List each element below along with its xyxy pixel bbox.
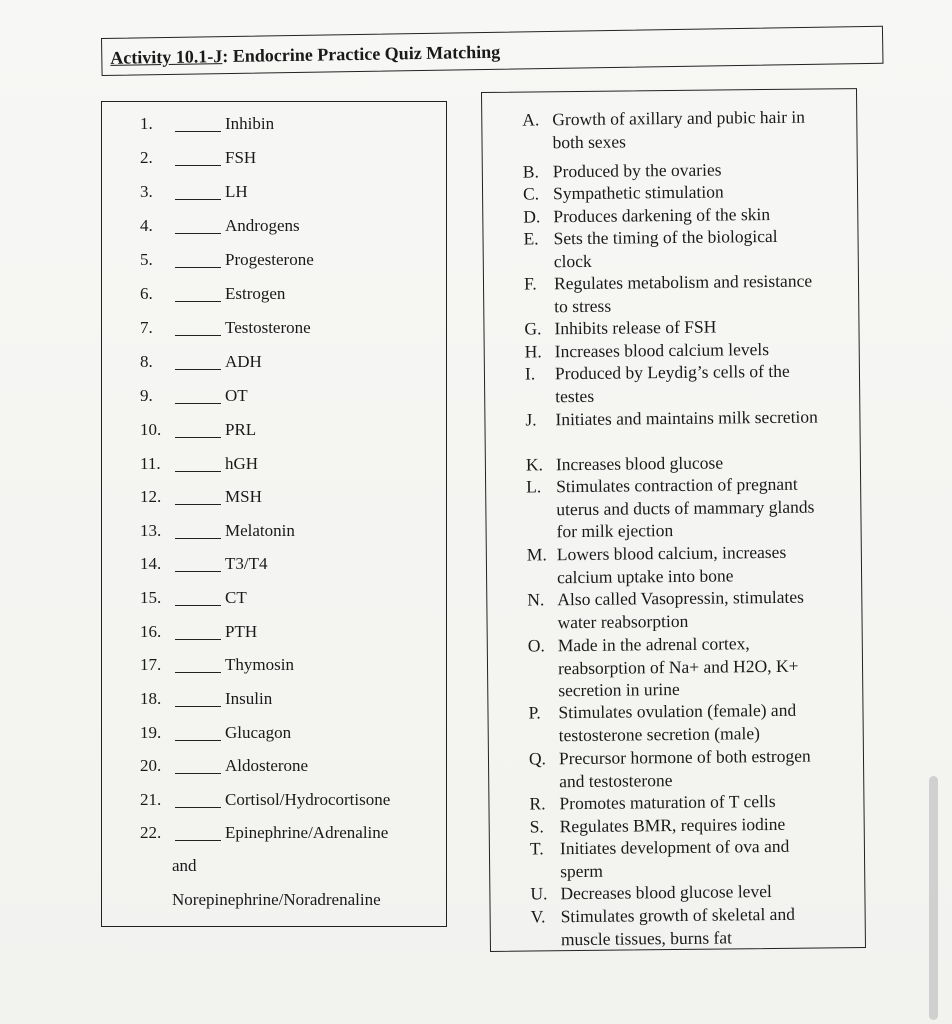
answer-text: Precursor hormone of both estrogen and testosterone <box>558 745 811 791</box>
question-row <box>102 823 442 847</box>
hormone-term: FSH <box>225 148 257 167</box>
answer-text: Stimulates ovulation (female) and testosterone secretion (male) <box>558 699 797 745</box>
answer-blank[interactable] <box>175 571 221 572</box>
answers-box <box>481 88 866 952</box>
question-number: 21. <box>140 790 162 809</box>
hormone-term: hGH <box>225 454 259 473</box>
answer-option <box>525 405 821 431</box>
question-number: 18. <box>140 689 162 708</box>
answer-blank[interactable] <box>175 267 221 268</box>
question-number: 1. <box>140 114 153 133</box>
question-row <box>102 420 442 444</box>
answer-letter: S. <box>529 816 544 837</box>
question-row <box>102 284 442 308</box>
hormone-term: Testosterone <box>225 318 311 337</box>
question-number: 20. <box>140 756 162 775</box>
answer-letter: Q. <box>528 748 547 769</box>
answer-text: Inhibits release of FSH <box>554 316 717 339</box>
question-number: 12. <box>140 487 162 506</box>
question-number: 13. <box>140 521 162 540</box>
title-box <box>101 26 884 76</box>
question-row <box>102 148 442 172</box>
answer-letter: O. <box>527 635 545 656</box>
answer-text: Increases blood glucose <box>555 452 724 475</box>
question-number: 17. <box>140 655 162 674</box>
answer-blank[interactable] <box>175 131 221 132</box>
answer-letter: C. <box>522 183 540 204</box>
answer-letter: K. <box>525 454 544 475</box>
hormone-term: OT <box>225 386 248 405</box>
question-number: 14. <box>140 554 162 573</box>
question-row <box>102 318 442 342</box>
question-row <box>102 216 442 240</box>
question-row <box>102 622 442 646</box>
answer-option <box>524 269 820 317</box>
hormone-term: PTH <box>225 622 258 641</box>
question-number: 2. <box>140 148 153 167</box>
answer-blank[interactable] <box>175 403 221 404</box>
question-number: 8. <box>140 352 153 371</box>
question-number: 9. <box>140 386 153 405</box>
answer-option <box>525 359 821 407</box>
answer-text: Initiates development of ova and sperm <box>559 835 790 881</box>
hormone-term: Estrogen <box>225 284 286 303</box>
hormone-term: MSH <box>225 487 262 506</box>
question-row <box>102 250 442 274</box>
question-number: 5. <box>140 250 153 269</box>
answer-letter: L. <box>526 476 542 497</box>
questions-box <box>101 101 447 927</box>
answer-text: Initiates and maintains milk secretion <box>555 406 818 430</box>
answer-blank[interactable] <box>175 301 221 302</box>
q22-and: and <box>172 856 197 875</box>
activity-number: Activity 10.1-J <box>110 46 223 68</box>
hormone-term: Androgens <box>225 216 300 235</box>
answer-text: Produces darkening of the skin <box>553 203 771 227</box>
question-row <box>102 756 442 780</box>
question-row <box>102 182 442 206</box>
answer-blank[interactable] <box>175 773 221 774</box>
answer-option <box>523 224 819 272</box>
answer-text: Produced by the ovaries <box>552 159 722 182</box>
answer-option <box>530 879 826 905</box>
answer-blank[interactable] <box>175 840 221 841</box>
answer-letter: D. <box>523 206 541 227</box>
answer-blank[interactable] <box>175 639 221 640</box>
question-row <box>102 655 442 679</box>
answer-text: Also called Vasopressin, stimulates water reabsorption <box>557 586 805 632</box>
question-number: 16. <box>140 622 162 641</box>
question-number: 7. <box>140 318 153 337</box>
answer-text: Made in the adrenal cortex, reabsorption of Na+ and H2O, K+ secretion in urine <box>557 633 799 701</box>
answer-text: Sympathetic stimulation <box>552 181 724 204</box>
hormone-term: Glucagon <box>225 723 292 742</box>
answer-letter: R. <box>529 793 546 814</box>
question-row <box>102 588 442 612</box>
answer-text: Produced by Leydig’s cells of the testes <box>554 360 790 406</box>
question-row <box>102 114 442 138</box>
hormone-term: Progesterone <box>225 250 314 269</box>
answer-blank[interactable] <box>175 807 221 808</box>
question-number: 6. <box>140 284 153 303</box>
answer-blank[interactable] <box>175 369 221 370</box>
answer-option <box>522 105 818 153</box>
answer-blank[interactable] <box>175 605 221 606</box>
answer-blank[interactable] <box>175 740 221 741</box>
answer-text: Stimulates growth of skeletal and muscle tissues, burns fat <box>560 903 795 949</box>
hormone-term: Insulin <box>225 689 273 708</box>
question-number: 4. <box>140 216 153 235</box>
hormone-term: PRL <box>225 420 257 439</box>
hormone-term: T3/T4 <box>225 554 268 573</box>
hormone-term: Cortisol/Hydrocortisone <box>225 790 391 809</box>
question-row <box>102 352 442 376</box>
answer-blank[interactable] <box>175 165 221 166</box>
answer-letter: B. <box>522 161 540 182</box>
question-row <box>102 554 442 578</box>
answer-text: Increases blood calcium levels <box>554 338 770 362</box>
answer-option <box>528 698 824 746</box>
answer-letter: U. <box>530 883 548 904</box>
answer-option <box>529 789 825 815</box>
answer-option <box>528 631 825 702</box>
question-number: 3. <box>140 182 153 201</box>
answer-text: Stimulates contraction of pregnant uterus and ducts of mammary glands for milk ejection <box>556 473 815 542</box>
title-text: : Endocrine Practice Quiz Matching <box>222 41 501 67</box>
answer-letter: G. <box>524 318 542 339</box>
hormone-term: ADH <box>225 352 262 371</box>
question-number: 10. <box>140 420 162 439</box>
answer-blank[interactable] <box>175 504 221 505</box>
question-number: 15. <box>140 588 162 607</box>
answer-option <box>527 540 823 588</box>
q22-term2: Norepinephrine/Noradrenaline <box>172 890 381 909</box>
answer-letter: V. <box>530 906 546 927</box>
answer-text: Growth of axillary and pubic hair in both sexes <box>552 106 806 152</box>
answer-option <box>524 314 820 340</box>
page-title <box>110 42 500 69</box>
hormone-term: Aldosterone <box>225 756 309 775</box>
hormone-term: Epinephrine/Adrenaline <box>225 823 389 842</box>
answer-text: Regulates BMR, requires iodine <box>559 813 786 837</box>
answer-blank[interactable] <box>175 706 221 707</box>
answer-option <box>526 472 823 543</box>
answer-option <box>527 585 823 633</box>
answer-blank[interactable] <box>175 199 221 200</box>
answer-letter: P. <box>528 702 541 723</box>
answer-blank[interactable] <box>175 233 221 234</box>
question-row <box>102 487 442 511</box>
question-row <box>102 386 442 410</box>
question-row <box>102 723 442 747</box>
question-number: 19. <box>140 723 162 742</box>
question-row <box>102 689 442 713</box>
answer-blank[interactable] <box>175 471 221 472</box>
answer-blank[interactable] <box>175 437 221 438</box>
answer-letter: E. <box>523 228 539 249</box>
answer-text: Regulates metabolism and resistance to stress <box>553 270 813 316</box>
answer-option <box>529 744 825 792</box>
answer-text: Sets the timing of the biological clock <box>553 225 778 271</box>
scrollbar-thumb[interactable] <box>929 776 938 1020</box>
answer-option <box>531 902 827 950</box>
answer-text: Lowers blood calcium, increases calcium uptake into bone <box>556 541 787 587</box>
answer-blank[interactable] <box>175 672 221 673</box>
answer-letter: M. <box>526 544 547 565</box>
answer-letter: J. <box>525 409 537 430</box>
hormone-term: Melatonin <box>225 521 295 540</box>
answer-text: Promotes maturation of T cells <box>559 790 776 814</box>
hormone-term: Thymosin <box>225 655 294 674</box>
question-row <box>102 790 442 814</box>
question-row <box>102 454 442 478</box>
answer-letter: I. <box>524 363 536 384</box>
answer-letter: T. <box>529 838 544 859</box>
answer-option <box>523 179 819 205</box>
question-number: 22. <box>140 823 162 842</box>
answer-letter: A. <box>522 109 540 130</box>
hormone-term: CT <box>225 588 247 607</box>
answer-blank[interactable] <box>175 538 221 539</box>
hormone-term: Inhibin <box>225 114 275 133</box>
answer-text: Decreases blood glucose level <box>560 880 772 904</box>
question-row <box>102 521 442 545</box>
answer-option <box>530 834 826 882</box>
answer-letter: F. <box>523 273 537 294</box>
answer-letter: H. <box>524 341 542 362</box>
question-number: 11. <box>140 454 161 473</box>
answer-blank[interactable] <box>175 335 221 336</box>
hormone-term: LH <box>225 182 248 201</box>
answer-letter: N. <box>527 589 545 610</box>
